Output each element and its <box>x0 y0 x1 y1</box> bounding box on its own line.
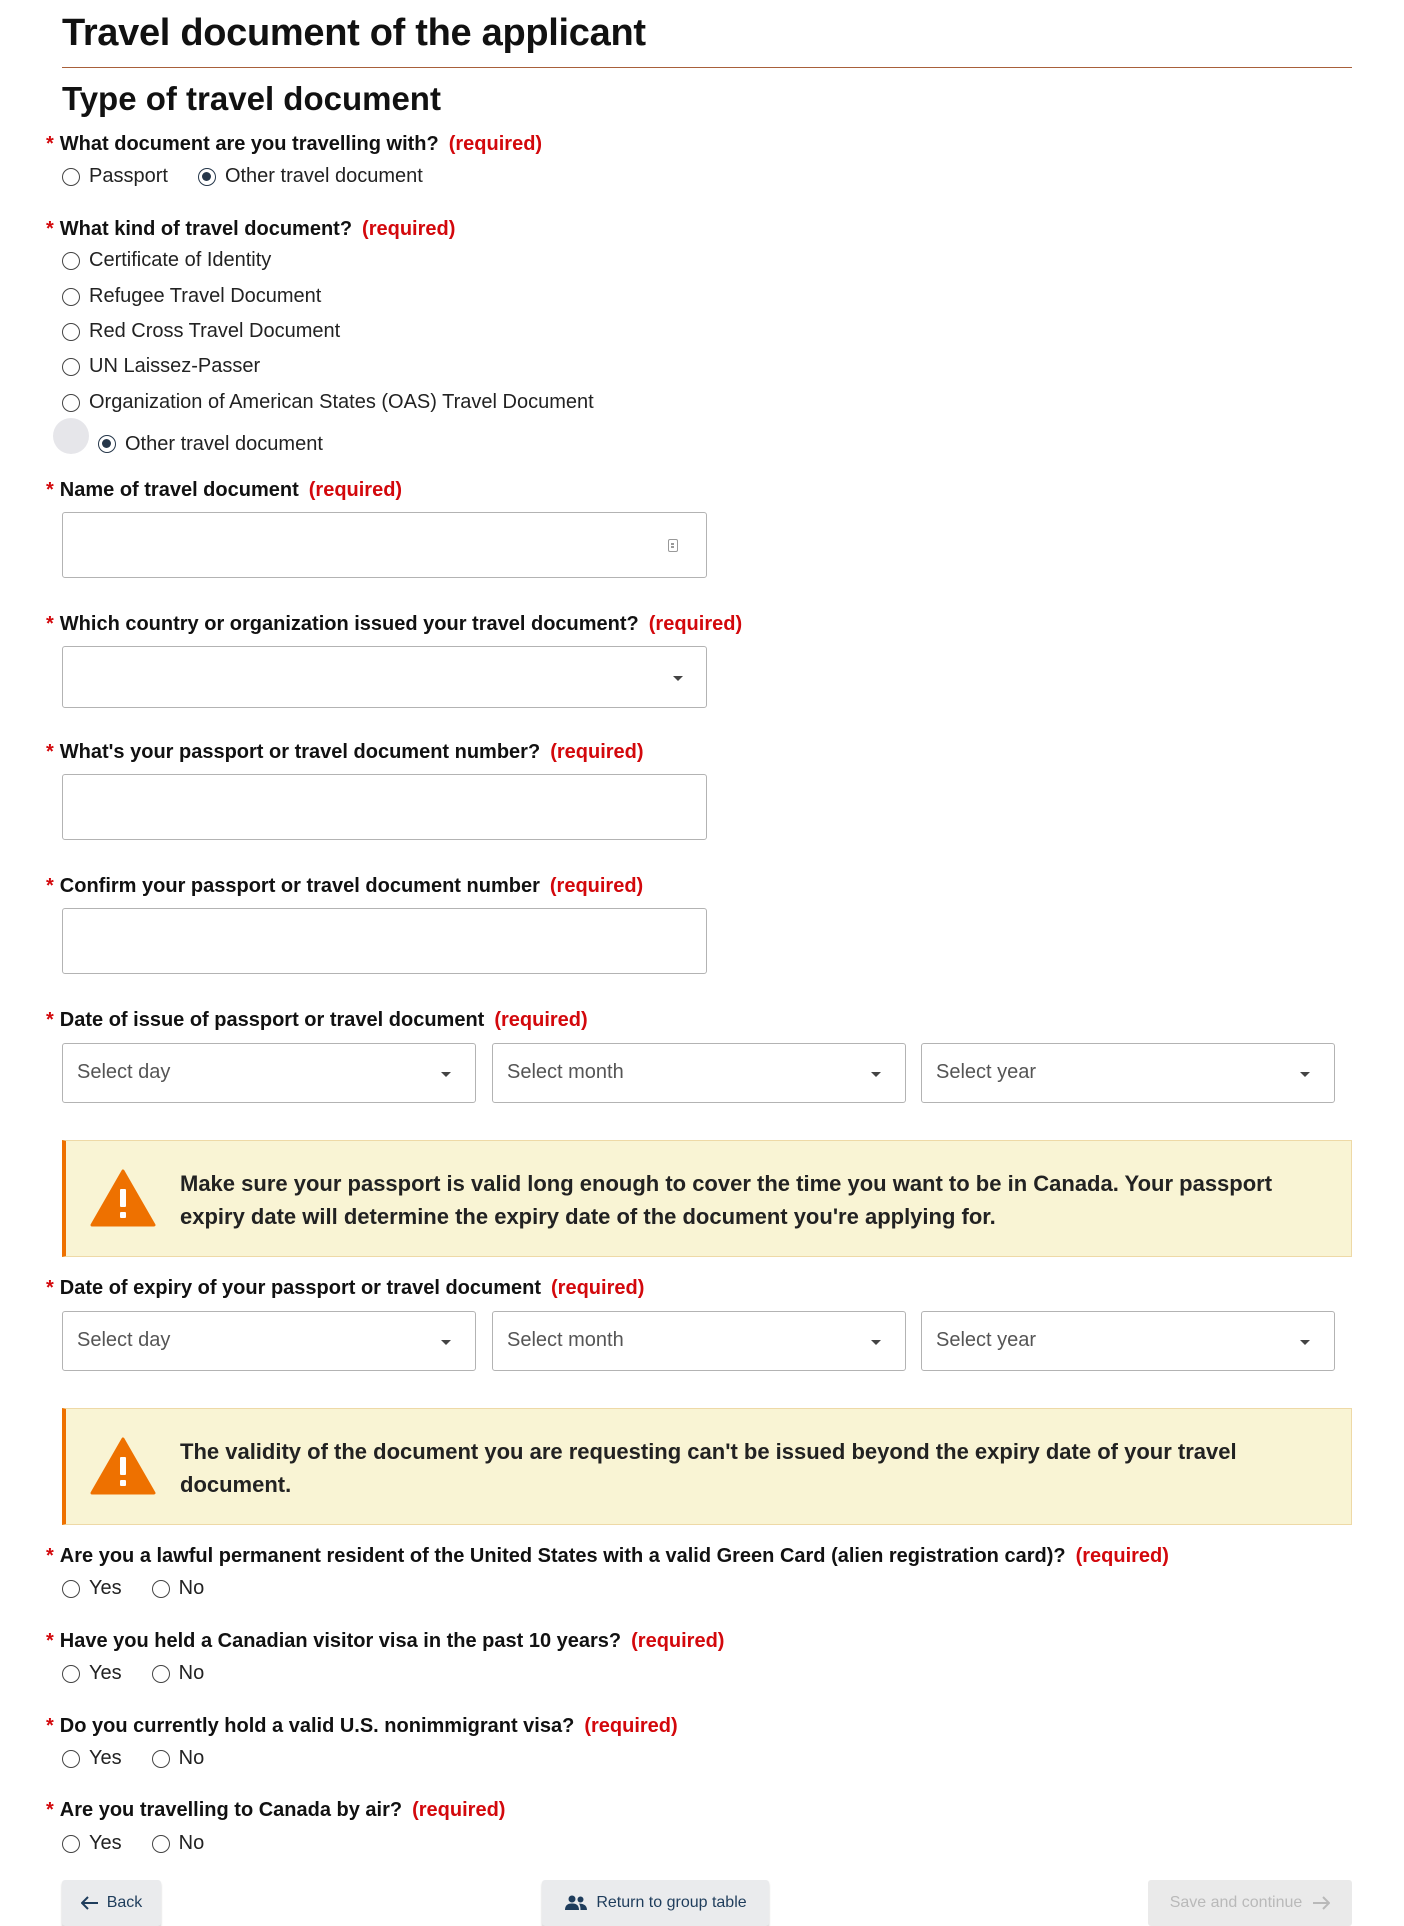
chevron-down-icon <box>1300 1340 1310 1345</box>
radio-visa-history-no[interactable]: No <box>152 1662 205 1685</box>
focus-halo <box>53 418 89 454</box>
warning-text: The validity of the document you are requesting can't be issued beyond the expiry date of your travel document. <box>180 1439 1237 1497</box>
back-button[interactable]: Back <box>62 1880 161 1926</box>
question-doc-number-confirm-label: * Confirm your passport or travel document number (required) <box>46 875 644 897</box>
radio-red-cross-travel-document[interactable]: Red Cross Travel Document <box>62 320 340 343</box>
radio-button[interactable] <box>62 323 80 341</box>
radio-by-air-yes[interactable]: Yes <box>62 1832 122 1855</box>
radio-button[interactable] <box>62 252 80 270</box>
radio-green-card-yes[interactable]: Yes <box>62 1577 122 1600</box>
radio-button[interactable] <box>62 394 80 412</box>
document-validity-warning <box>62 1408 1352 1525</box>
radio-by-air-no[interactable]: No <box>152 1832 205 1855</box>
question-issue-date-label: * Date of issue of passport or travel document (required) <box>46 1009 588 1031</box>
warning-triangle-icon <box>90 1437 156 1495</box>
radio-oas-travel-document[interactable]: Organization of American States (OAS) Travel Document <box>62 391 594 414</box>
visa-history-radio-group <box>62 1662 234 1685</box>
doc-type-radio-group <box>62 165 453 188</box>
doc-number-input[interactable] <box>62 774 707 840</box>
radio-visa-history-yes[interactable]: Yes <box>62 1662 122 1685</box>
chevron-down-icon <box>673 676 683 681</box>
arrow-left-icon <box>81 1896 99 1910</box>
us-visa-radio-group <box>62 1747 234 1770</box>
question-doc-name-label: * Name of travel document (required) <box>46 479 403 501</box>
radio-button-checked[interactable] <box>98 435 116 453</box>
by-air-radio-group <box>62 1832 234 1855</box>
chevron-down-icon <box>1300 1072 1310 1077</box>
radio-button[interactable] <box>62 168 80 186</box>
radio-un-laissez-passer[interactable]: UN Laissez-Passer <box>62 355 260 378</box>
return-to-group-table-button[interactable]: Return to group table <box>542 1880 769 1926</box>
radio-us-visa-yes[interactable]: Yes <box>62 1747 122 1770</box>
question-doc-kind-label: * What kind of travel document? (required) <box>46 218 456 240</box>
group-people-icon <box>564 1895 588 1911</box>
issue-month-select[interactable]: Select month <box>492 1043 906 1103</box>
question-issuer-label: * Which country or organization issued your travel document? (required) <box>46 613 743 635</box>
doc-number-confirm-input[interactable] <box>62 908 707 974</box>
radio-refugee-travel-document[interactable]: Refugee Travel Document <box>62 285 321 308</box>
page-title: Travel document of the applicant <box>62 12 646 54</box>
section-title: Type of travel document <box>62 80 441 117</box>
required-tag: (required) <box>448 133 543 155</box>
expiry-month-select[interactable]: Select month <box>492 1311 906 1371</box>
radio-button[interactable] <box>62 358 80 376</box>
issue-day-select[interactable]: Select day <box>62 1043 476 1103</box>
radio-button[interactable] <box>62 288 80 306</box>
warning-text: Make sure your passport is valid long enough to cover the time you want to be in Canada. Your passport expiry date will determine the expiry date of the document you're applying for. <box>180 1171 1273 1229</box>
title-divider <box>62 67 1352 68</box>
issuer-select[interactable] <box>62 646 707 708</box>
expiry-day-select[interactable]: Select day <box>62 1311 476 1371</box>
question-doc-number-label: * What's your passport or travel document number? (required) <box>46 741 644 763</box>
radio-button-checked[interactable] <box>198 168 216 186</box>
radio-other-travel-document[interactable]: Other travel document <box>198 165 423 188</box>
doc-name-input[interactable] <box>62 512 707 578</box>
radio-us-visa-no[interactable]: No <box>152 1747 205 1770</box>
question-by-air-label: * Are you travelling to Canada by air? (required) <box>46 1799 506 1821</box>
question-doc-type-label: * What document are you travelling with? (required) <box>46 133 543 155</box>
chevron-down-icon <box>441 1072 451 1077</box>
expiry-year-select[interactable]: Select year <box>921 1311 1335 1371</box>
radio-green-card-no[interactable]: No <box>152 1577 205 1600</box>
issue-year-select[interactable]: Select year <box>921 1043 1335 1103</box>
chevron-down-icon <box>871 1072 881 1077</box>
question-us-visa-label: * Do you currently hold a valid U.S. nonimmigrant visa? (required) <box>46 1715 678 1737</box>
radio-other-kind-travel-document[interactable]: Other travel document <box>62 426 353 462</box>
passport-validity-warning <box>62 1140 1352 1257</box>
question-visa-history-label: * Have you held a Canadian visitor visa in the past 10 years? (required) <box>46 1630 725 1652</box>
save-and-continue-button[interactable]: Save and continue <box>1148 1880 1352 1926</box>
chevron-down-icon <box>871 1340 881 1345</box>
radio-passport[interactable]: Passport <box>62 165 168 188</box>
chevron-down-icon <box>441 1340 451 1345</box>
question-green-card-label: * Are you a lawful permanent resident of the United States with a valid Green Card (alien registration card)? (required) <box>46 1545 1169 1567</box>
warning-triangle-icon <box>90 1169 156 1227</box>
arrow-right-icon <box>1312 1896 1330 1910</box>
question-expiry-date-label: * Date of expiry of your passport or travel document (required) <box>46 1277 645 1299</box>
clipboard-icon <box>668 539 678 552</box>
required-marker: * <box>46 133 54 155</box>
green-card-radio-group <box>62 1577 234 1600</box>
radio-certificate-of-identity[interactable]: Certificate of Identity <box>62 249 271 272</box>
